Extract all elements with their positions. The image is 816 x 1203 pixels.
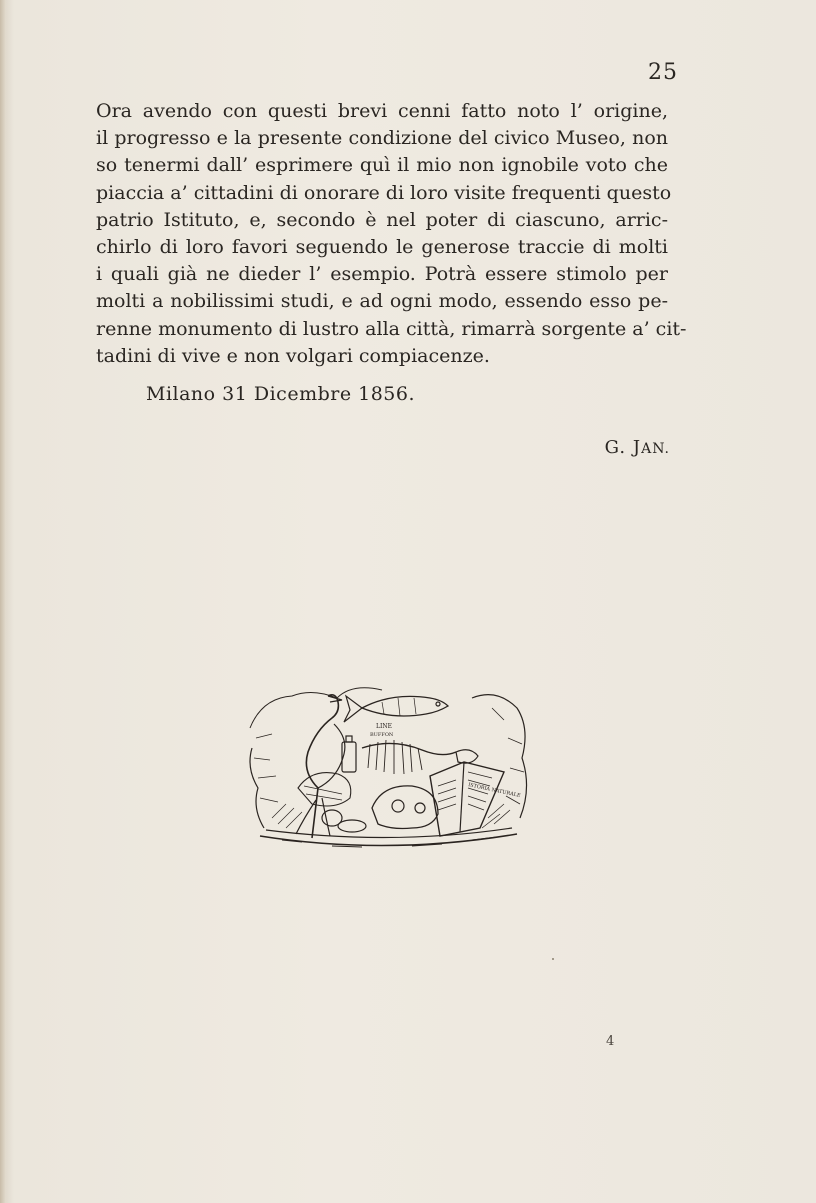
vignette-label-1: LINE	[376, 723, 392, 730]
paragraph-line: tadini di vive e non volgari compiacenze.	[96, 344, 490, 367]
signature-surname-rest: AN.	[641, 441, 670, 457]
paragraph-line: renne monumento di lustro alla città, rimarrà sorgente a’ cit-	[96, 317, 687, 340]
page-spine-shadow	[0, 0, 6, 1203]
author-signature	[560, 437, 670, 458]
body-paragraph	[96, 98, 687, 370]
vignette-label-2: BUFFON	[370, 732, 394, 738]
paragraph-line: piaccia a’ cittadini di onorare di loro visite frequenti questo	[96, 181, 672, 204]
paragraph-line: so tenermi dall’ esprimere quì il mio non ignobile voto che	[96, 154, 668, 177]
paragraph-line: patrio Istituto, e, secondo è nel poter di ciascuno, arric-	[96, 208, 668, 231]
signature-mark: 4	[606, 1034, 615, 1049]
paper-speck	[552, 958, 554, 960]
signature-surname-first: J	[632, 437, 642, 458]
paragraph-line: Ora avendo con questi brevi cenni fatto noto l’ origine,	[96, 100, 668, 122]
vignette-book-title: ISTORIA NATURALE	[467, 782, 522, 800]
natural-history-vignette-icon	[242, 668, 532, 858]
paragraph-line: molti a nobilissimi studi, e ad ogni modo, essendo esso pe-	[96, 290, 668, 313]
signature-initial: G.	[604, 437, 627, 458]
paragraph-line: chirlo di loro favori seguendo le generose traccie di molti	[96, 236, 668, 259]
page-number: 25	[648, 60, 678, 85]
paragraph-line: il progresso e la presente condizione del civico Museo, non	[96, 127, 668, 150]
dateline: Milano 31 Dicembre 1856.	[146, 383, 416, 405]
paragraph-line: i quali già ne dieder l’ esempio. Potrà essere stimolo per	[96, 263, 668, 286]
